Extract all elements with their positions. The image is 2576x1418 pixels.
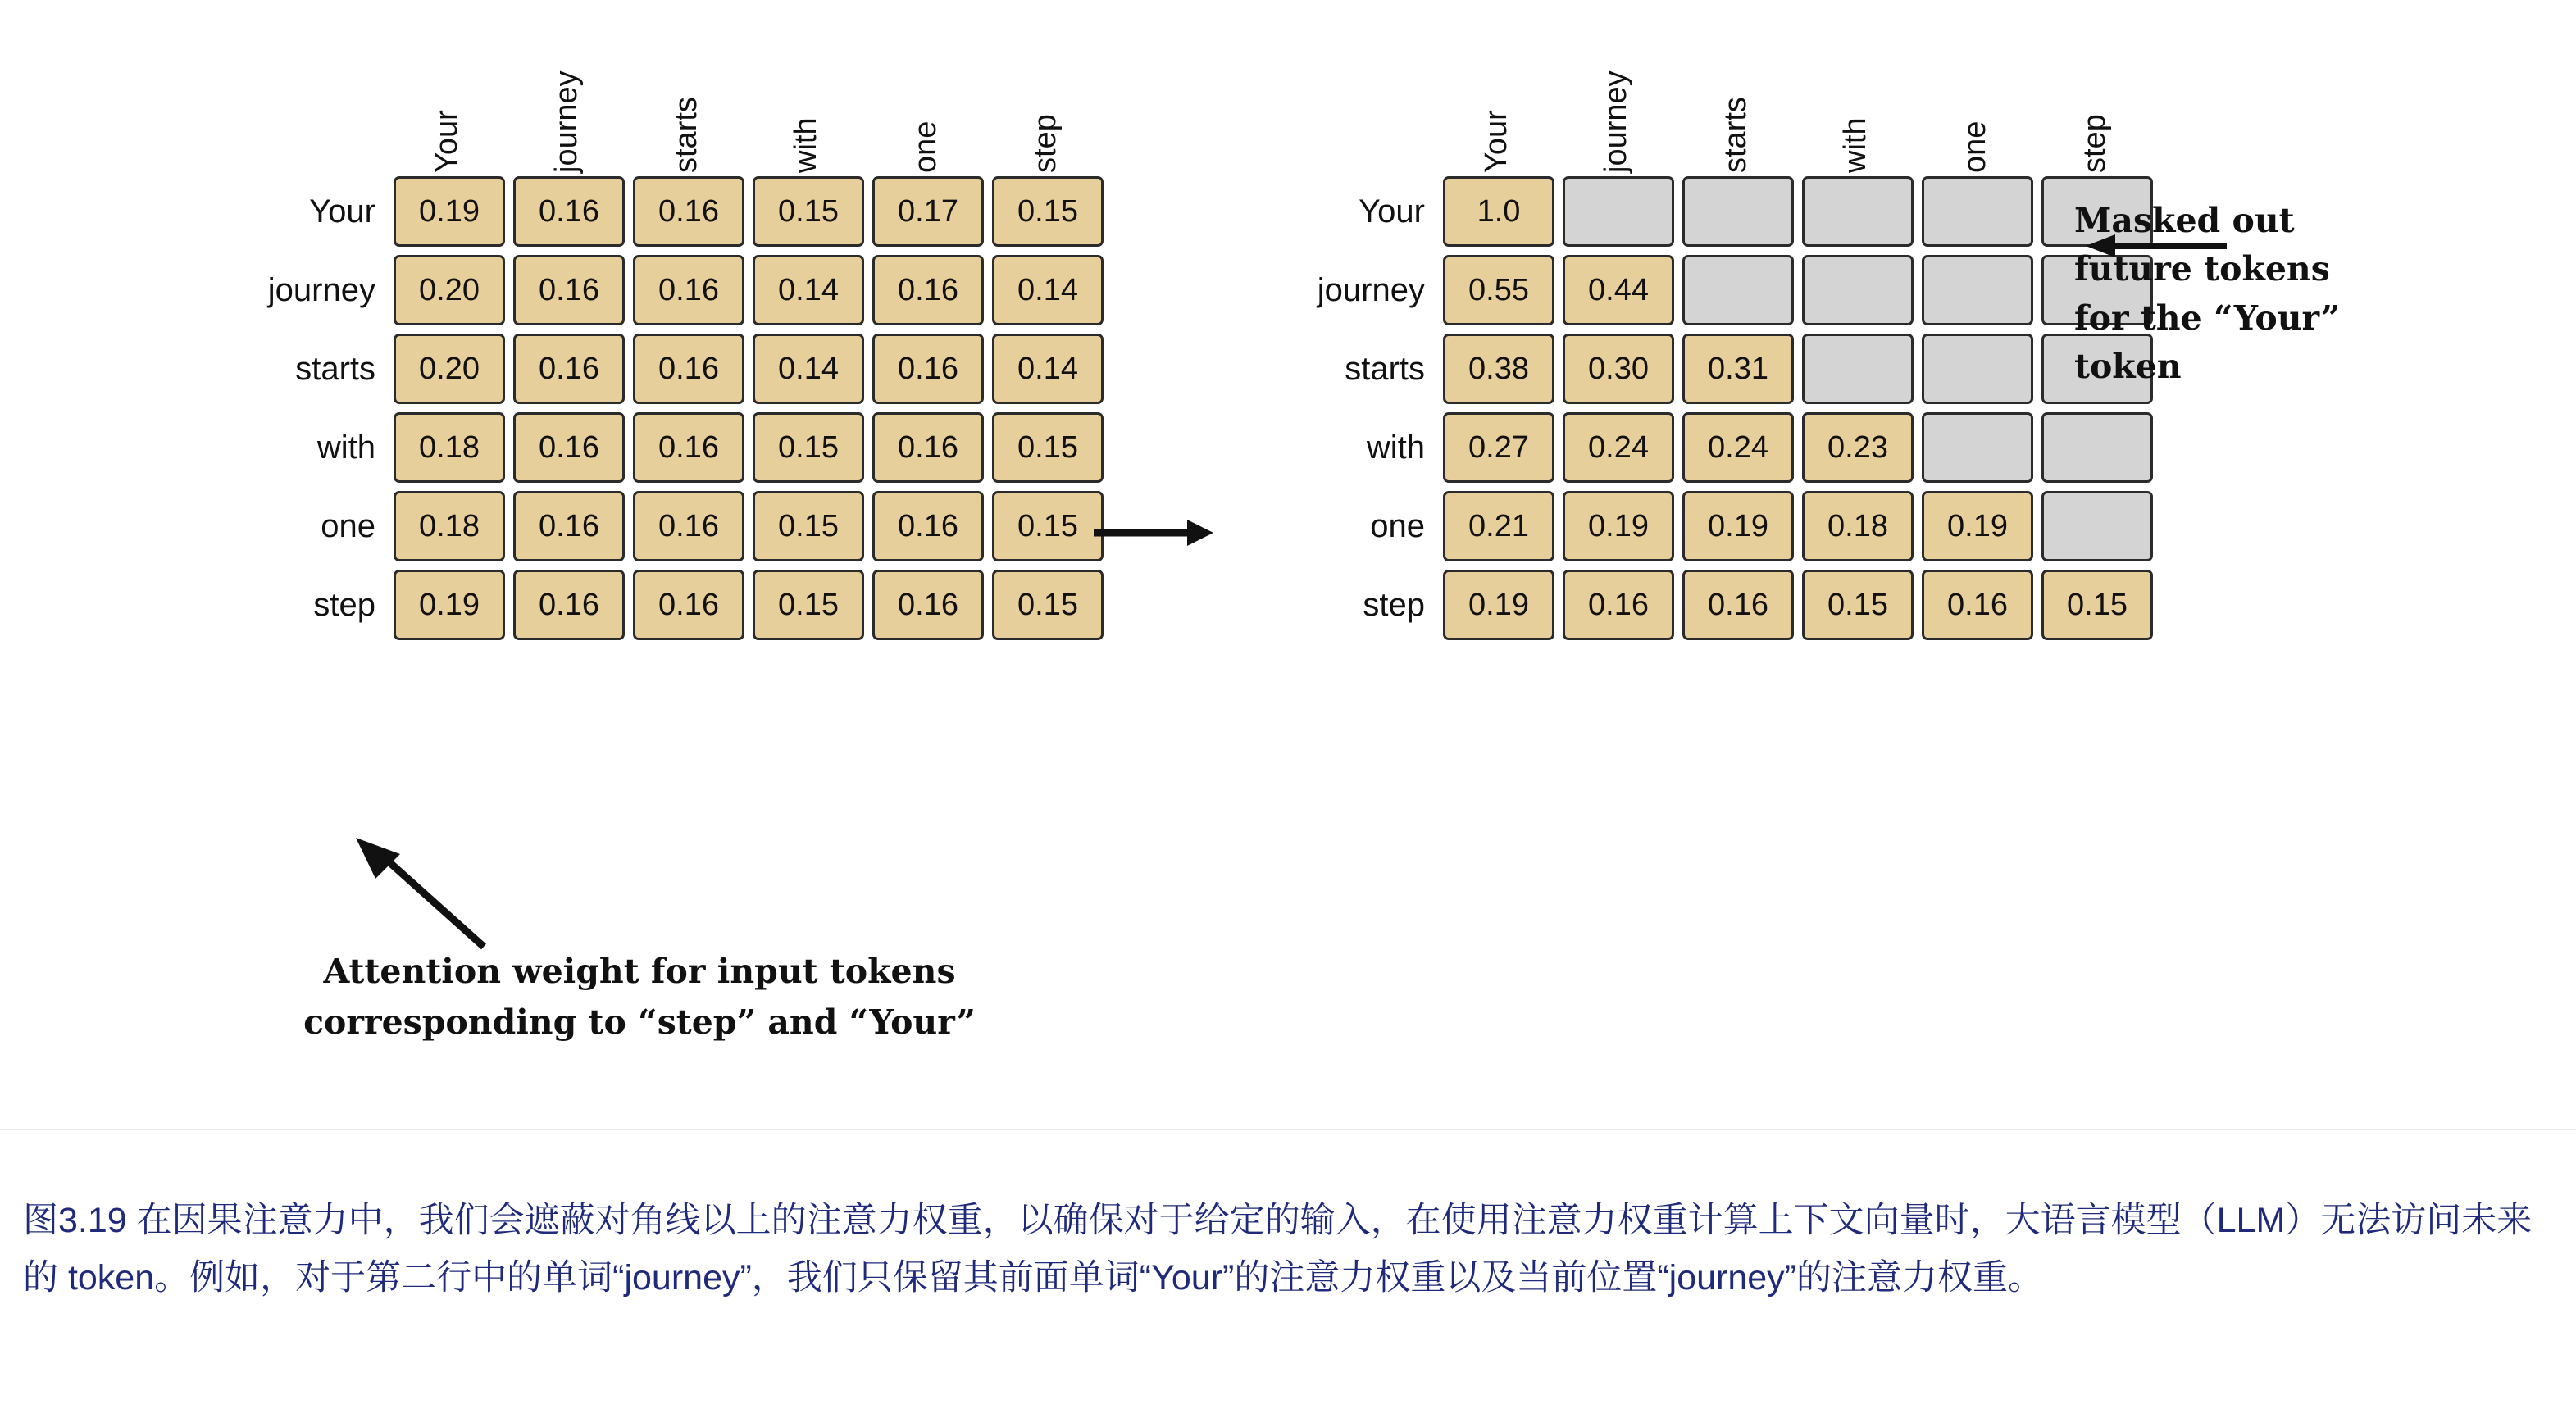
divider — [0, 1129, 2576, 1130]
weight-cell-2-1: 0.16 — [513, 334, 625, 404]
weight-cell-5-5: 0.15 — [2041, 570, 2153, 640]
matrix-row — [205, 334, 1112, 404]
weight-cell-1-3: 0.14 — [753, 255, 864, 325]
masked-cell-3-4 — [1922, 412, 2033, 483]
weight-cell-4-3: 0.18 — [1802, 491, 1914, 561]
weight-cell-4-1: 0.16 — [513, 491, 625, 561]
weight-cell-3-2: 0.24 — [1682, 412, 1794, 483]
weight-cell-4-0: 0.18 — [394, 491, 505, 561]
masked-cell-4-5 — [2041, 491, 2153, 561]
weight-cell-0-4: 0.17 — [872, 176, 984, 247]
matrix-row — [1254, 412, 2161, 483]
weight-cell-1-1: 0.44 — [1563, 255, 1674, 325]
weight-annotation-text — [271, 947, 1008, 1048]
weight-cell-4-4: 0.19 — [1922, 491, 2033, 561]
weight-cell-4-3: 0.15 — [753, 491, 864, 561]
weight-note-line-2: corresponding to “step” and “Your” — [303, 1002, 976, 1042]
weight-cell-2-0: 0.38 — [1443, 334, 1554, 404]
masked-cell-1-2 — [1682, 255, 1794, 325]
right-matrix-column-header-4: one — [1958, 120, 1992, 173]
weight-cell-1-0: 0.55 — [1443, 255, 1554, 325]
masked-cell-0-4 — [1922, 176, 2033, 247]
left-matrix-row-label-2: starts — [295, 350, 375, 387]
masked-cell-1-4 — [1922, 255, 2033, 325]
matrix-row — [1254, 334, 2161, 404]
weight-cell-0-0: 0.19 — [394, 176, 505, 247]
mask-note-line-1: Masked out — [2074, 201, 2295, 240]
right-matrix-row-label-1: journey — [1317, 271, 1425, 308]
weight-cell-0-0: 1.0 — [1443, 176, 1554, 247]
weight-cell-4-0: 0.21 — [1443, 491, 1554, 561]
masked-cell-0-3 — [1802, 176, 1914, 247]
weight-note-line-1: Attention weight for input tokens — [323, 952, 956, 991]
left-matrix-column-headers — [205, 0, 1112, 176]
weight-cell-2-0: 0.20 — [394, 334, 505, 404]
masked-cell-0-2 — [1682, 176, 1794, 247]
weight-cell-3-0: 0.18 — [394, 412, 505, 483]
weight-cell-2-2: 0.16 — [633, 334, 744, 404]
weight-cell-5-1: 0.16 — [1563, 570, 1674, 640]
weight-cell-5-4: 0.16 — [1922, 570, 2033, 640]
weight-cell-3-1: 0.24 — [1563, 412, 1674, 483]
figure-caption: 图3.19 在因果注意力中，我们会遮蔽对角线以上的注意力权重，以确保对于给定的输入，在使用注意力权重计算上下文向量时，大语言模型（LLM）无法访问未来的 token。例如，对于第二行中的单词“journey”，我们只保留其前面单词“Your”的注意力权重以及当前位置“journey”的注意力权重。 — [23, 1201, 2533, 1298]
left-matrix-row-label-5: step — [313, 586, 375, 623]
right-matrix-column-header-5: step — [2078, 114, 2112, 173]
weight-cell-5-1: 0.16 — [513, 570, 625, 640]
right-matrix-column-header-2: starts — [1718, 97, 1753, 173]
weight-cell-2-1: 0.30 — [1563, 334, 1674, 404]
weight-cell-3-5: 0.15 — [992, 412, 1104, 483]
matrix-row — [1254, 491, 2161, 561]
right-matrix-column-header-0: Your — [1479, 110, 1513, 173]
weight-cell-5-3: 0.15 — [753, 570, 864, 640]
left-matrix-column-header-4: one — [908, 120, 943, 173]
weight-cell-2-2: 0.31 — [1682, 334, 1794, 404]
matrix-row — [1254, 570, 2161, 640]
right-matrix-column-header-3: with — [1838, 117, 1873, 173]
right-matrix-row-label-5: step — [1363, 586, 1425, 623]
mask-note-line-4: token — [2074, 347, 2182, 387]
masked-cell-2-3 — [1802, 334, 1914, 404]
left-matrix-column-header-5: step — [1028, 114, 1063, 173]
weight-cell-1-2: 0.16 — [633, 255, 744, 325]
weight-cell-5-2: 0.16 — [1682, 570, 1794, 640]
weight-cell-5-0: 0.19 — [394, 570, 505, 640]
weight-cell-4-2: 0.19 — [1682, 491, 1794, 561]
weight-cell-2-3: 0.14 — [753, 334, 864, 404]
left-matrix-column-header-3: with — [789, 117, 823, 173]
weight-cell-0-2: 0.16 — [633, 176, 744, 247]
left-matrix-row-label-3: with — [316, 429, 375, 466]
left-matrix-column-header-2: starts — [669, 97, 703, 173]
left-matrix-column-header-0: Your — [430, 110, 464, 173]
weight-cell-5-4: 0.16 — [872, 570, 984, 640]
weight-cell-4-5: 0.15 — [992, 491, 1104, 561]
left-matrix-column-header-1: journey — [549, 70, 584, 173]
mask-annotation-text — [2074, 197, 2533, 392]
weight-cell-4-1: 0.19 — [1563, 491, 1674, 561]
masked-cell-0-1 — [1563, 176, 1674, 247]
weight-cell-0-3: 0.15 — [753, 176, 864, 247]
right-matrix-column-header-1: journey — [1599, 70, 1633, 173]
weight-cell-3-3: 0.23 — [1802, 412, 1914, 483]
matrix-row — [205, 412, 1112, 483]
masked-cell-2-4 — [1922, 334, 2033, 404]
masked-attention-weights-matrix — [1254, 0, 2161, 648]
left-matrix-grid — [205, 176, 1112, 640]
weight-cell-5-0: 0.19 — [1443, 570, 1554, 640]
masked-cell-1-3 — [1802, 255, 1914, 325]
weight-cell-0-1: 0.16 — [513, 176, 625, 247]
mask-note-line-2: future tokens — [2074, 249, 2330, 289]
weight-cell-1-5: 0.14 — [992, 255, 1104, 325]
matrix-row — [205, 176, 1112, 247]
weight-cell-5-2: 0.16 — [633, 570, 744, 640]
weight-cell-1-0: 0.20 — [394, 255, 505, 325]
matrix-row — [1254, 255, 2161, 325]
right-matrix-row-label-2: starts — [1345, 350, 1425, 387]
weight-annotation-arrow-icon — [353, 836, 500, 951]
weight-cell-3-0: 0.27 — [1443, 412, 1554, 483]
masked-cell-3-5 — [2041, 412, 2153, 483]
weight-cell-0-5: 0.15 — [992, 176, 1104, 247]
left-matrix-row-label-0: Your — [309, 193, 375, 230]
weight-cell-2-5: 0.14 — [992, 334, 1104, 404]
right-matrix-row-label-0: Your — [1359, 193, 1425, 230]
weight-cell-4-2: 0.16 — [633, 491, 744, 561]
matrix-row — [205, 491, 1112, 561]
transform-arrow-icon — [1090, 516, 1213, 549]
left-matrix-row-label-1: journey — [267, 271, 375, 308]
weight-cell-1-1: 0.16 — [513, 255, 625, 325]
right-matrix-grid — [1254, 176, 2161, 640]
right-matrix-row-label-3: with — [1366, 429, 1425, 466]
attention-weights-matrix — [205, 0, 1112, 648]
weight-cell-5-5: 0.15 — [992, 570, 1104, 640]
right-matrix-row-label-4: one — [1370, 507, 1425, 544]
weight-cell-4-4: 0.16 — [872, 491, 984, 561]
right-matrix-column-headers — [1254, 0, 2161, 176]
weight-cell-3-4: 0.16 — [872, 412, 984, 483]
matrix-row — [1254, 176, 2161, 247]
weight-cell-1-4: 0.16 — [872, 255, 984, 325]
weight-cell-3-2: 0.16 — [633, 412, 744, 483]
left-matrix-row-label-4: one — [321, 507, 375, 544]
weight-cell-5-3: 0.15 — [1802, 570, 1914, 640]
matrix-row — [205, 255, 1112, 325]
matrix-row — [205, 570, 1112, 640]
mask-note-line-3: for the “Your” — [2074, 298, 2341, 338]
weight-cell-2-4: 0.16 — [872, 334, 984, 404]
weight-cell-3-1: 0.16 — [513, 412, 625, 483]
weight-cell-3-3: 0.15 — [753, 412, 864, 483]
